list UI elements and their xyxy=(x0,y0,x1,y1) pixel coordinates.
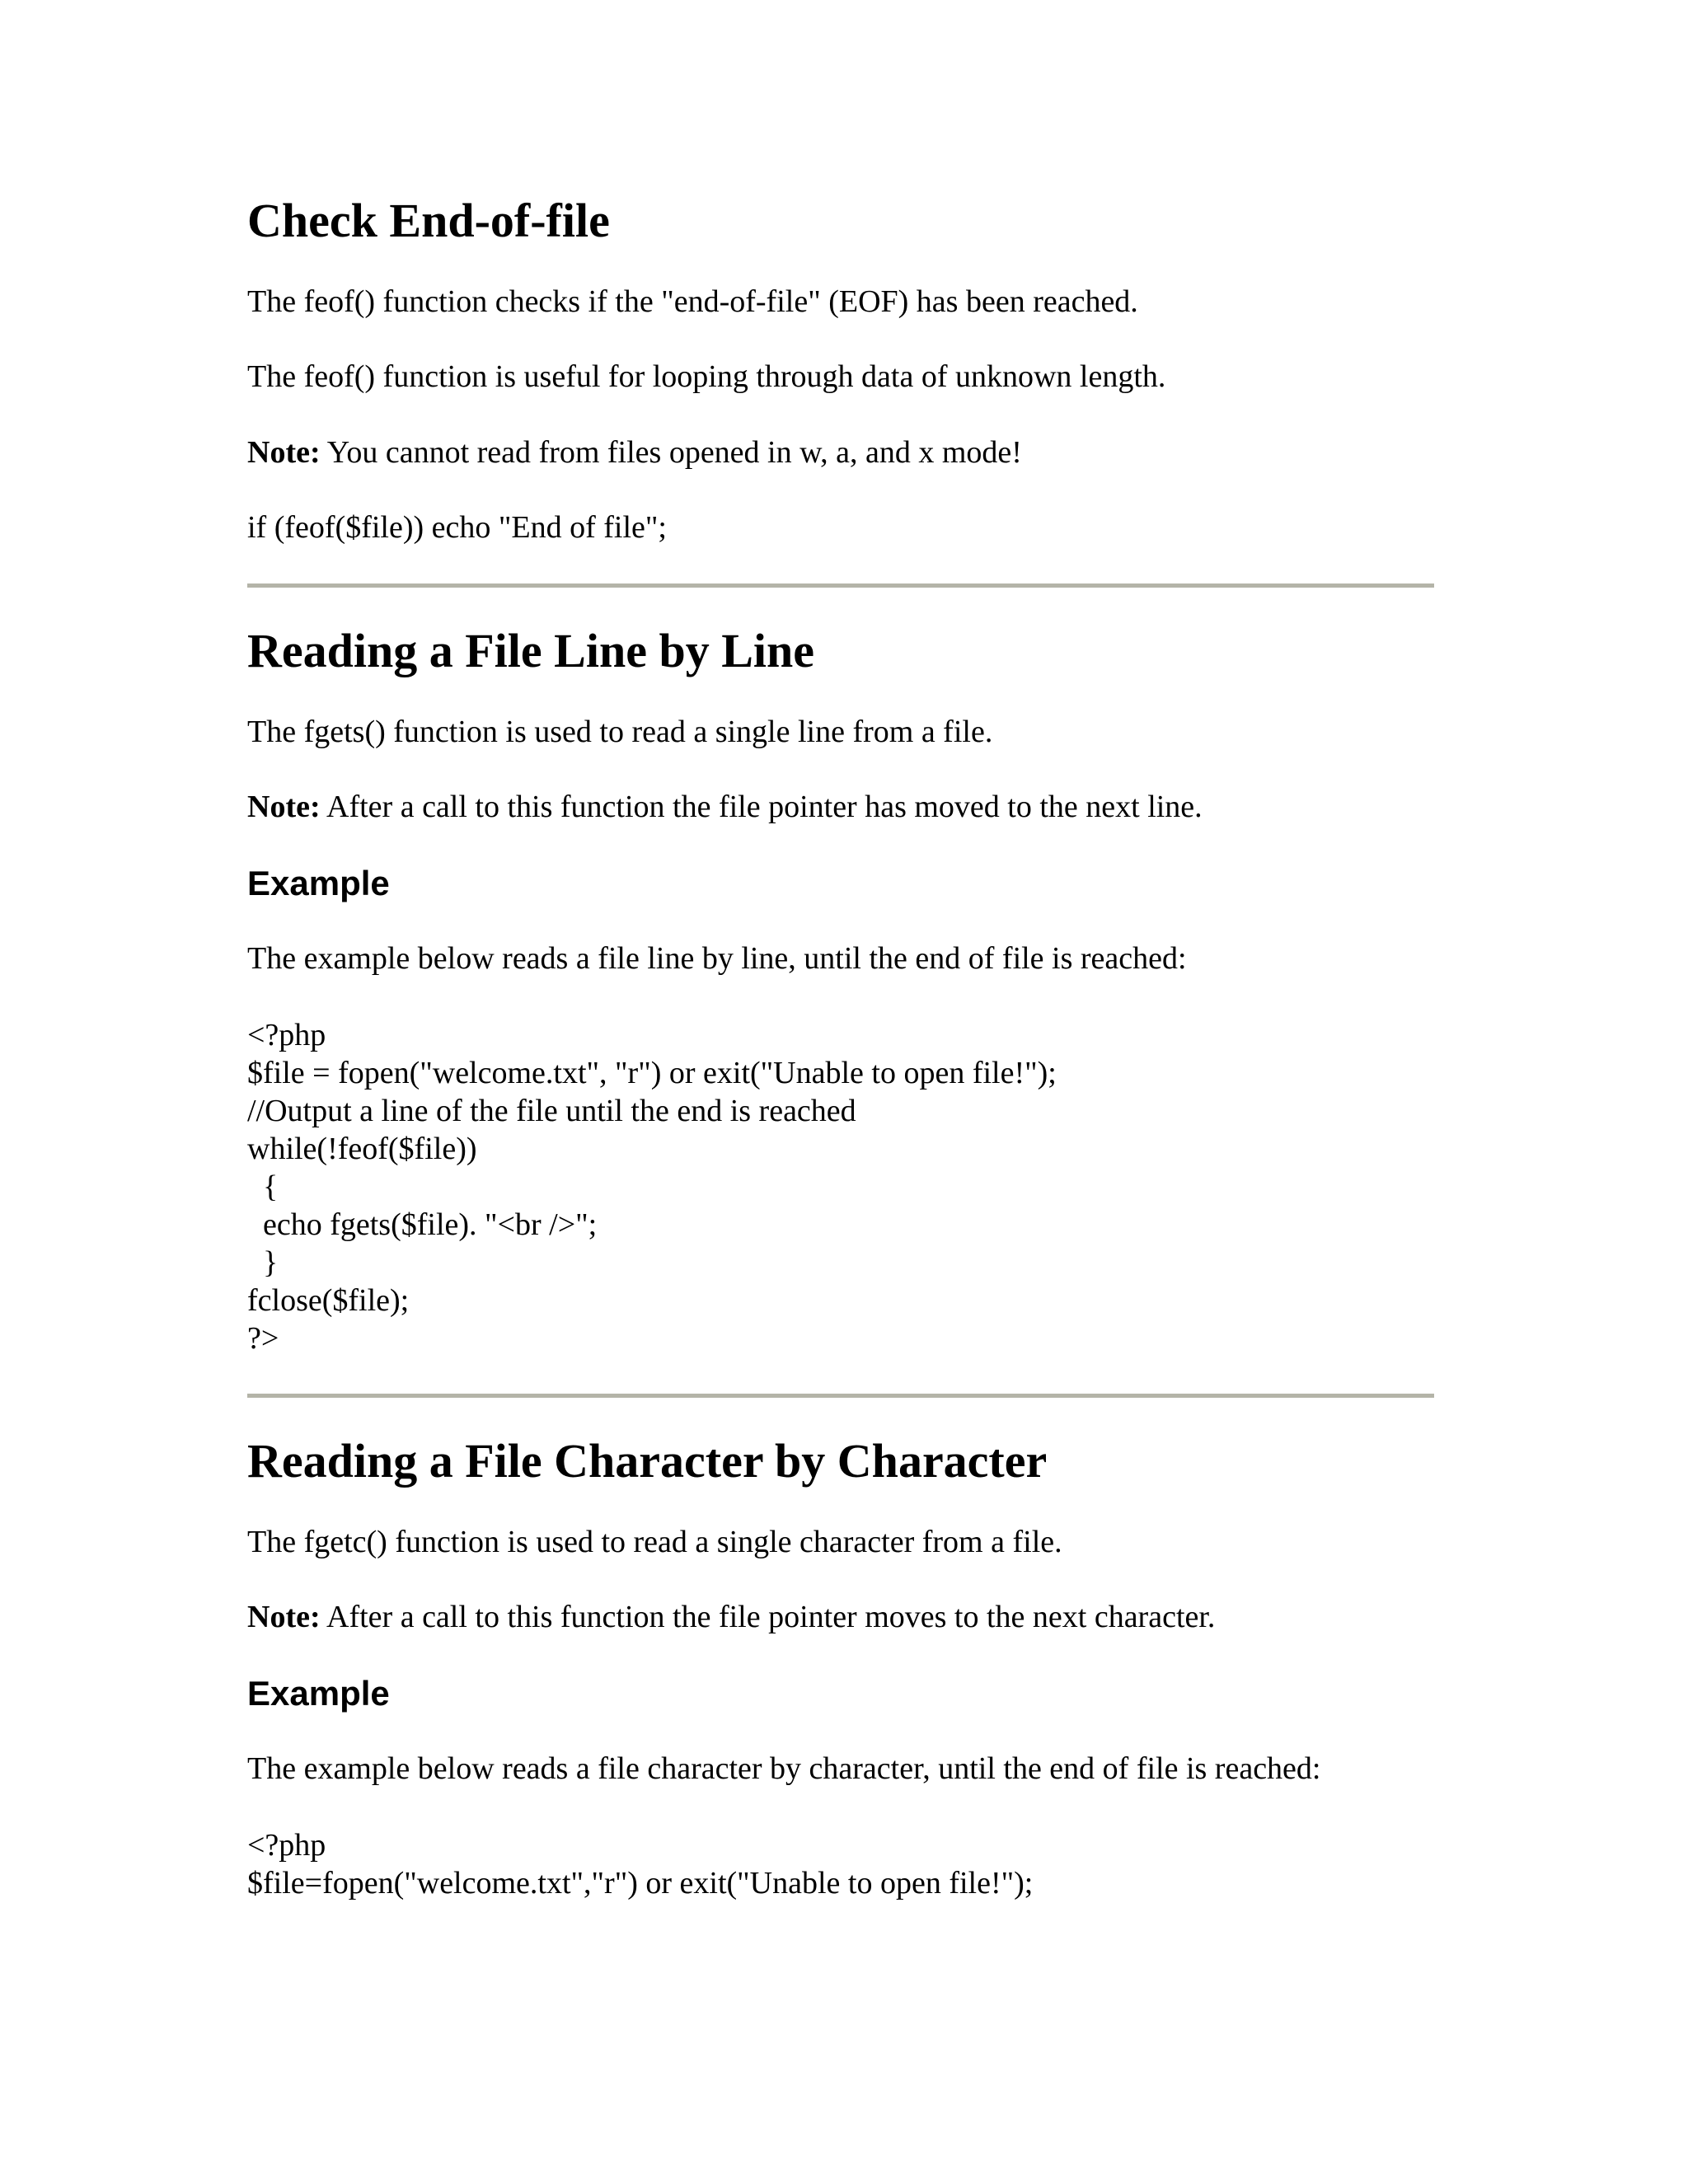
paragraph: The fgets() function is used to read a single line from a file. xyxy=(247,714,993,749)
code-line: } xyxy=(247,1244,279,1280)
section-title-read-line: Reading a File Line by Line xyxy=(247,624,815,678)
paragraph: The example below reads a file line by line, until the end of file is reached: xyxy=(247,941,1187,977)
code-line: $file=fopen("welcome.txt","r") or exit("Unable to open file!"); xyxy=(247,1865,1034,1900)
code-line: //Output a line of the file until the end is reached xyxy=(247,1093,856,1128)
code-line: $file = fopen("welcome.txt", "r") or exit("Unable to open file!"); xyxy=(247,1055,1057,1090)
note-paragraph xyxy=(247,1599,1434,1637)
note-text: After a call to this function the file pointer moves to the next character. xyxy=(320,1600,1216,1635)
note-label: Note: xyxy=(247,434,321,470)
example-heading: Example xyxy=(247,1673,390,1713)
code-line: <?php xyxy=(247,1827,326,1863)
code-line: <?php xyxy=(247,1017,326,1052)
note-label: Note: xyxy=(247,790,321,825)
paragraph: The feof() function checks if the "end-of-file" (EOF) has been reached. xyxy=(247,284,1138,319)
section-title-check-eof: Check End-of-file xyxy=(247,194,610,247)
code-block xyxy=(247,1016,1434,1357)
code-line: if (feof($file)) echo "End of file"; xyxy=(247,510,667,546)
code-line: while(!feof($file)) xyxy=(247,1131,477,1166)
paragraph: The feof() function is useful for looping through data of unknown length. xyxy=(247,359,1166,395)
document-page xyxy=(247,194,1434,1902)
note-label: Note: xyxy=(247,1600,321,1635)
note-text: You cannot read from files opened in w, a, and x mode! xyxy=(320,434,1022,470)
paragraph: The fgetc() function is used to read a single character from a file. xyxy=(247,1524,1062,1559)
note-paragraph xyxy=(247,789,1434,827)
code-block xyxy=(247,1826,1434,1902)
section-title-read-char: Reading a File Character by Character xyxy=(247,1433,1048,1488)
note-paragraph xyxy=(247,434,1434,472)
paragraph: The example below reads a file character by character, until the end of file is reached: xyxy=(247,1751,1321,1787)
code-line: echo fgets($file). "<br />"; xyxy=(247,1207,598,1242)
code-line: { xyxy=(247,1169,279,1204)
code-line: fclose($file); xyxy=(247,1282,410,1318)
code-line: ?> xyxy=(247,1320,279,1356)
example-heading: Example xyxy=(247,863,390,902)
note-text: After a call to this function the file pointer has moved to the next line. xyxy=(320,790,1203,825)
